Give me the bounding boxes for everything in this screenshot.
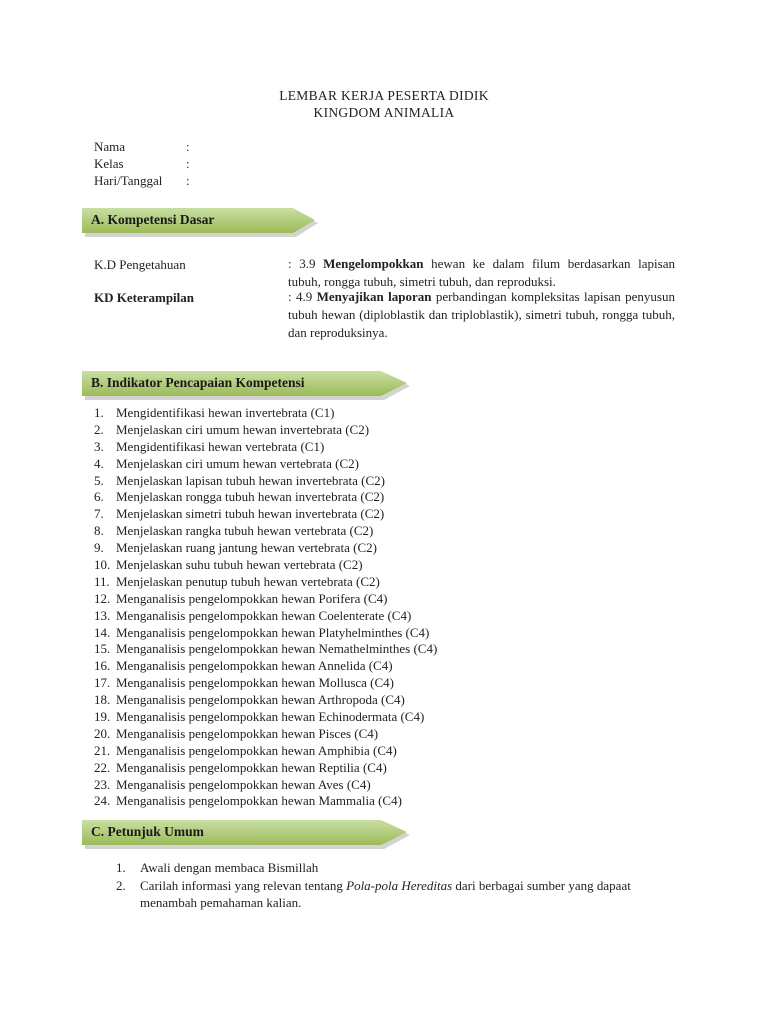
class-label: Kelas [94,156,124,171]
indicator-number: 13. [94,607,111,623]
indicator-text: Mengidentifikasi hewan invertebrata (C1) [116,405,335,420]
list-item [94,523,437,540]
indicator-text: Menganalisis pengelompokkan hewan Aves (C4) [116,776,371,792]
list-item [94,726,437,743]
kd-keterampilan-verb: Menyajikan laporan [316,289,432,304]
date-label: Hari/Tanggal [94,173,163,188]
kd-pengetahuan-label: K.D Pengetahuan [94,257,186,272]
section-b-heading: B. Indikator Pencapaian Kompetensi [91,375,305,390]
indicator-number: 16. [94,658,111,674]
list-item [94,793,437,810]
instruction-text: Awali dengan membaca Bismillah [140,860,319,875]
instruction-list [116,859,656,912]
list-item [94,506,437,523]
indicator-number: 10. [94,557,111,573]
name-colon: : [186,139,190,154]
section-c-heading: C. Petunjuk Umum [91,824,204,839]
worksheet-subtitle: KINGDOM ANIMALIA [313,105,455,120]
list-item [116,859,656,876]
indicator-text: Menganalisis pengelompokkan hewan Nemathelminthes (C4) [116,641,438,657]
list-item [94,743,437,760]
indicator-number: 20. [94,725,111,741]
name-label: Nama [94,139,126,154]
indicator-text: Menjelaskan rangka tubuh hewan vertebrata (C2) [116,523,374,539]
list-item [94,489,437,506]
indicator-number: 18. [94,692,111,708]
list-item [94,641,437,658]
instruction-topic: Pola-pola Hereditas [346,878,453,893]
indicator-number: 12. [94,590,111,606]
indicator-text: Menganalisis pengelompokkan hewan Annelida (C4) [116,658,393,674]
indicator-text: Menjelaskan ciri umum hewan vertebrata (C2) [116,455,359,471]
indicator-text: Menganalisis pengelompokkan hewan Arthropoda (C4) [116,692,405,708]
indicator-number: 11. [94,573,110,589]
section-b-banner [82,369,414,396]
indicator-text: Menjelaskan ciri umum hewan invertebrata (C2) [116,421,370,437]
indicator-number: 15. [94,641,111,657]
indicator-text: Menjelaskan ruang jantung hewan vertebrata (C2) [116,540,377,556]
class-colon: : [186,156,190,171]
list-item [94,760,437,777]
indicator-text: Menganalisis pengelompokkan hewan Echinodermata (C4) [116,709,425,725]
kd-pengetahuan-verb: Mengelompokkan [323,256,424,271]
list-item [94,658,437,675]
list-item [94,591,437,608]
instruction-text-after: dari berbagai sumber yang dapaat menambah pemahaman kalian. [140,878,631,910]
indicator-text: Menganalisis pengelompokkan hewan Mammalia (C4) [116,793,402,809]
list-item [94,422,437,439]
list-item [94,608,437,625]
kd-keterampilan-text [288,288,675,342]
indicator-list [94,405,437,810]
indicator-text: Menganalisis pengelompokkan hewan Mollusca (C4) [116,675,394,691]
list-item [94,777,437,794]
list-item [94,692,437,709]
kd-keterampilan-prefix: : 4.9 [288,289,317,304]
indicator-number: 9. [94,540,104,556]
list-item [94,625,437,642]
list-item [94,540,437,557]
kd-keterampilan-label: KD Keterampilan [94,290,195,305]
indicator-number: 24. [94,793,111,809]
list-item [94,439,437,456]
indicator-number: 7. [94,506,104,522]
list-item [94,675,437,692]
instruction-text-before: Carilah informasi yang relevan tentang [140,878,347,893]
indicator-text: Menganalisis pengelompokkan hewan Platyhelminthes (C4) [116,624,430,640]
indicator-number: 17. [94,675,111,691]
section-c-banner [82,818,414,845]
indicator-number: 1. [94,405,104,420]
indicator-number: 19. [94,709,111,725]
section-a-heading: A. Kompetensi Dasar [91,212,215,227]
indicator-number: 22. [94,759,111,775]
indicator-text: Menganalisis pengelompokkan hewan Coelenterate (C4) [116,607,412,623]
indicator-text: Menganalisis pengelompokkan hewan Amphibia (C4) [116,742,397,758]
indicator-text: Menjelaskan rongga tubuh hewan invertebrata (C2) [116,489,385,505]
instruction-number: 2. [116,878,126,893]
date-colon: : [186,173,190,188]
list-item [94,405,437,422]
indicator-number: 5. [94,472,104,488]
class-field [94,155,190,172]
indicator-text: Menjelaskan lapisan tubuh hewan invertebrata (C2) [116,472,385,488]
name-field [94,138,190,155]
instruction-number: 1. [116,860,126,875]
indicator-number: 21. [94,742,111,758]
kd-keterampilan-rest: perbandingan kompleksitas lapisan penyusun tubuh hewan (diploblastik dan triploblastik), simetri tubuh, rongga tubuh, dan reproduksinya. [288,289,675,340]
indicator-text: Mengidentifikasi hewan vertebrata (C1) [116,438,325,454]
indicator-number: 14. [94,624,111,640]
kd-pengetahuan-rest: hewan ke dalam filum berdasarkan lapisan tubuh, rongga tubuh, simetri tubuh, dan reproduksi. [288,256,675,289]
indicator-number: 6. [94,489,104,505]
list-item [94,574,437,591]
indicator-number: 8. [94,523,104,539]
worksheet-title: LEMBAR KERJA PESERTA DIDIK [279,88,489,103]
kd-pengetahuan-prefix: : 3.9 [288,256,324,271]
section-a-banner [82,206,322,233]
list-item [116,877,656,911]
indicator-number: 3. [94,438,104,454]
indicator-text: Menjelaskan simetri tubuh hewan invertebrata (C2) [116,506,385,522]
kd-pengetahuan-text [288,255,675,291]
indicator-text: Menjelaskan suhu tubuh hewan vertebrata (C2) [116,557,363,573]
indicator-number: 4. [94,455,104,471]
list-item [94,456,437,473]
list-item [94,709,437,726]
list-item [94,473,437,490]
indicator-text: Menganalisis pengelompokkan hewan Reptilia (C4) [116,759,387,775]
indicator-number: 2. [94,421,104,437]
date-field [94,172,190,189]
indicator-text: Menganalisis pengelompokkan hewan Porifera (C4) [116,590,388,606]
list-item [94,557,437,574]
indicator-text: Menjelaskan penutup tubuh hewan vertebrata (C2) [116,573,380,589]
indicator-number: 23. [94,776,111,792]
indicator-text: Menganalisis pengelompokkan hewan Pisces (C4) [116,725,379,741]
